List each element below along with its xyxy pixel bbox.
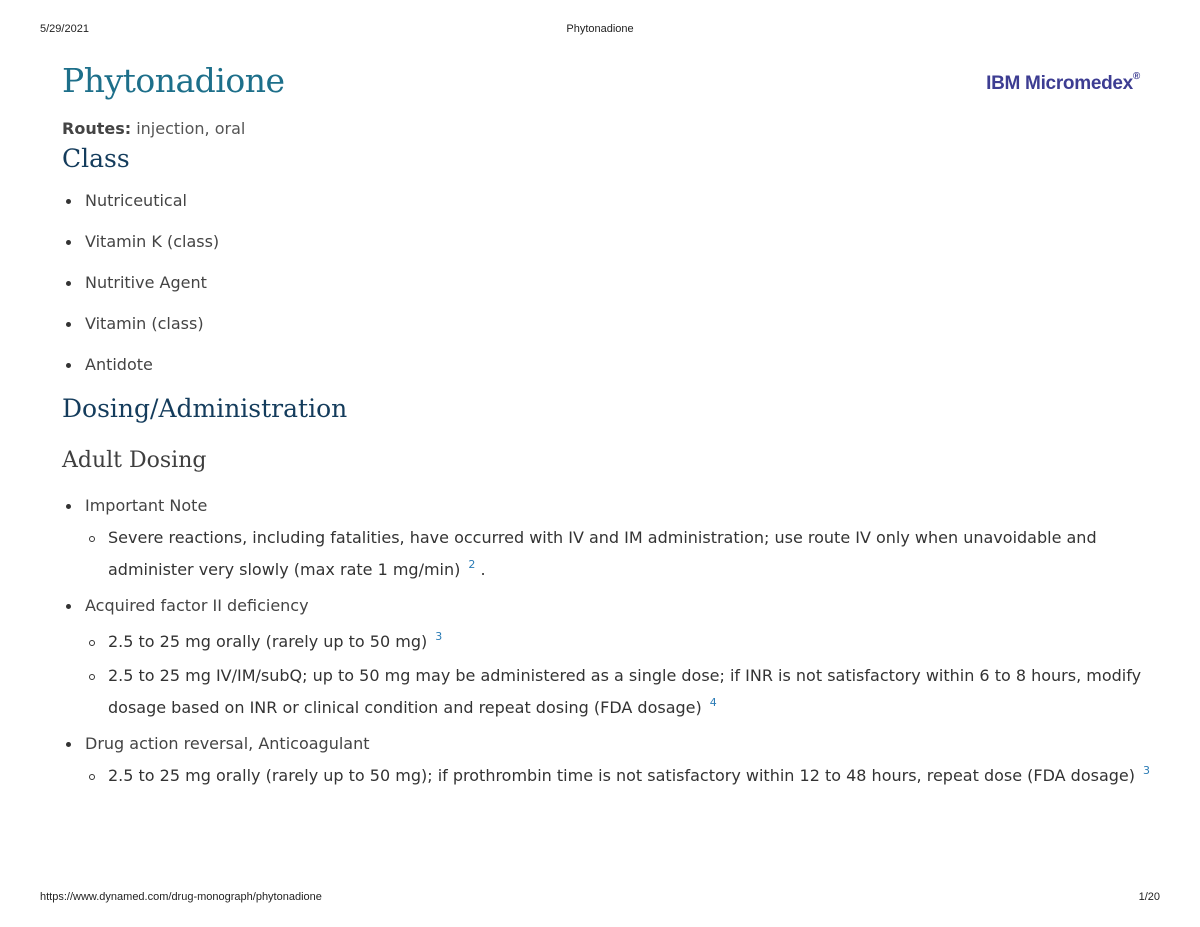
reference-link[interactable]: 4 (709, 696, 717, 709)
dosing-subitem-text: 2.5 to 25 mg orally (rarely up to 50 mg); if prothrombin time is not satisfactory within 12 to 48 hours, repeat dose (FDA dosage) (108, 766, 1135, 785)
class-item (62, 190, 1152, 212)
dosing-item-label: Drug action reversal, Anticoagulant (85, 734, 370, 753)
circle-bullet-icon (89, 640, 95, 646)
dosing-subitem (85, 626, 1152, 660)
circle-bullet-icon (89, 536, 95, 542)
class-item-label: Antidote (85, 355, 153, 374)
class-item-label: Nutriceutical (85, 191, 187, 210)
brand-name: IBM Micromedex (986, 73, 1133, 94)
print-header (40, 23, 1160, 39)
page-url: https://www.dynamed.com/drug-monograph/phytonadione (40, 891, 322, 903)
dosing-list (62, 490, 1152, 794)
dosing-subitem (85, 522, 1152, 588)
dosing-sublist (85, 626, 1152, 726)
reference-link[interactable]: 3 (435, 630, 443, 643)
dosing-heading: Dosing/Administration (62, 394, 348, 423)
class-item (62, 313, 1152, 335)
print-date: 5/29/2021 (40, 23, 89, 35)
routes-line (62, 118, 1152, 140)
print-title: Phytonadione (566, 23, 634, 35)
adult-dosing-heading: Adult Dosing (62, 448, 207, 473)
circle-bullet-icon (89, 674, 95, 680)
dosing-item (62, 728, 1152, 794)
class-item-label: Vitamin K (class) (85, 232, 220, 251)
bullet-icon (66, 199, 71, 204)
bullet-icon (66, 240, 71, 245)
class-heading: Class (62, 144, 130, 173)
bullet-icon (66, 322, 71, 327)
class-item (62, 354, 1152, 376)
print-footer (40, 891, 1160, 907)
dosing-item-label: Important Note (85, 496, 208, 515)
routes-label: Routes: (62, 119, 132, 138)
reference-link[interactable]: 2 (468, 558, 476, 571)
class-item (62, 272, 1152, 294)
registered-mark: ® (1132, 70, 1140, 82)
page-number: 1/20 (1138, 891, 1160, 903)
bullet-icon (66, 363, 71, 368)
class-item-label: Nutritive Agent (85, 273, 207, 292)
monograph-content (62, 58, 1152, 796)
dosing-item-label: Acquired factor II deficiency (85, 596, 309, 615)
dosing-sublist (85, 760, 1152, 794)
bullet-icon (66, 742, 71, 747)
dosing-subitem-text: 2.5 to 25 mg orally (rarely up to 50 mg) (108, 632, 428, 651)
dosing-subitem-suffix: . (480, 560, 486, 579)
dosing-subitem-text: 2.5 to 25 mg IV/IM/subQ; up to 50 mg may be administered as a single dose; if INR is not satisfactory within 6 to 8 hours, modify dosage based on INR or clinical condition and repeat dosing (FDA dosage) (108, 666, 1142, 717)
bullet-icon (66, 604, 71, 609)
dosing-subitem (85, 760, 1152, 794)
reference-link[interactable]: 3 (1143, 764, 1150, 777)
class-item (62, 231, 1152, 253)
routes-value: injection, oral (136, 119, 246, 138)
dosing-subitem (85, 660, 1152, 726)
dosing-item (62, 590, 1152, 726)
dosing-sublist (85, 522, 1152, 588)
drug-title: Phytonadione (62, 61, 285, 100)
class-list (62, 190, 1152, 376)
dosing-item (62, 490, 1152, 588)
class-item-label: Vitamin (class) (85, 314, 204, 333)
circle-bullet-icon (89, 774, 95, 780)
dosing-subitem-text: Severe reactions, including fatalities, have occurred with IV and IM administration; use route IV only when unavoidable and administer very slowly (max rate 1 mg/min) (108, 528, 1097, 579)
bullet-icon (66, 504, 71, 509)
bullet-icon (66, 281, 71, 286)
